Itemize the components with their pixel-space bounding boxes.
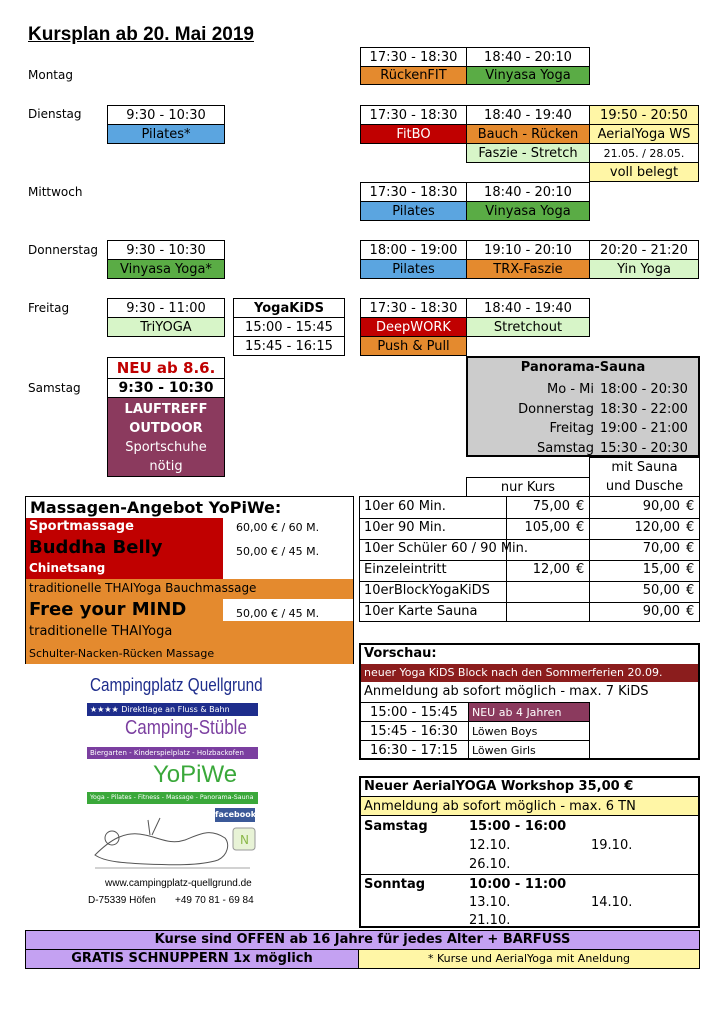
tue2-name: Bauch - Rücken — [466, 124, 590, 144]
price-kurs: 12,00 — [532, 562, 570, 577]
price-row — [360, 518, 699, 540]
price-label: 10erBlockYogaKiDS — [364, 583, 490, 598]
thu1-name: Pilates — [360, 259, 467, 279]
fri1-name2: Push & Pull — [360, 336, 467, 356]
mon2-name: Vinyasa Yoga — [466, 66, 590, 85]
aerial-sat-time: 15:00 - 16:00 — [469, 819, 567, 834]
vorschau-line2: Anmeldung ab sofort möglich - max. 7 KiDS — [364, 684, 649, 699]
mon1-time: 17:30 - 18:30 — [360, 47, 467, 67]
price-currency: € — [576, 520, 585, 535]
sauna-times — [600, 380, 688, 458]
aerial-sun-time: 10:00 - 11:00 — [469, 877, 567, 892]
price-currency: € — [686, 604, 695, 619]
wed1-name: Pilates — [360, 201, 467, 221]
sauna-time: 15:30 - 20:30 — [600, 440, 688, 456]
sauna-time: 18:30 - 22:00 — [600, 401, 688, 417]
tue2-time: 18:40 - 19:40 — [466, 105, 590, 125]
facebook-icon[interactable]: facebook — [215, 808, 255, 822]
fri-kids-title: YogaKiDS — [233, 298, 345, 318]
thu2-time: 19:10 - 20:10 — [466, 240, 590, 260]
price-label: Einzeleintritt — [364, 562, 447, 577]
fri0-name: TriYOGA — [107, 317, 225, 337]
vorschau-r3-name: Löwen Girls — [468, 740, 590, 760]
price-kurs: 75,00 — [532, 499, 570, 514]
price-head-kurs: nur Kurs — [466, 477, 590, 497]
footer-note: * Kurse und AerialYoga mit Aneldung — [358, 949, 700, 969]
thu3-name: Yin Yoga — [589, 259, 699, 279]
logo-addr: D-75339 Höfen — [88, 895, 156, 906]
aerial-sat-d3: 26.10. — [469, 857, 511, 872]
page-title: Kursplan ab 20. Mai 2019 — [28, 24, 254, 45]
thu0-name: Vinyasa Yoga* — [107, 259, 225, 279]
price-head-sauna2: und Dusche — [605, 479, 684, 494]
aerial-sun-d1: 13.10. — [469, 895, 511, 910]
vorschau-r1-time: 15:00 - 15:45 — [359, 702, 469, 722]
logo-stueble-sub: Biergarten - Kinderspielplatz - Holzbackofen — [87, 747, 258, 759]
massage-title: Massagen-Angebot YoPiWe: — [30, 498, 282, 517]
massage-thai: traditionelle THAIYoga — [29, 624, 173, 639]
svg-text:N: N — [240, 833, 249, 847]
thu0-time: 9:30 - 10:30 — [107, 240, 225, 260]
sauna-days — [504, 380, 594, 458]
wed2-time: 18:40 - 20:10 — [466, 182, 590, 202]
aerial-sun: Sonntag — [364, 877, 426, 892]
tue3-full: voll belegt — [589, 162, 699, 182]
price-sauna: 90,00 — [642, 604, 680, 619]
fri2-time: 18:40 - 19:40 — [466, 298, 590, 318]
footer-gratis: GRATIS SCHNUPPERN 1x möglich — [25, 949, 359, 969]
sauna-day: Mo - Mi — [547, 382, 594, 397]
price-label: 10er 60 Min. — [364, 499, 446, 514]
vorschau-r1-name: NEU ab 4 Jahren — [468, 702, 590, 722]
sat-line4: nötig — [149, 459, 183, 474]
aerial-sat-d2: 19.10. — [591, 838, 633, 853]
logo-block — [85, 675, 265, 915]
price-label: 10er 90 Min. — [364, 520, 446, 535]
logo-camping-bar — [87, 703, 258, 716]
wed2-name: Vinyasa Yoga — [466, 201, 590, 221]
price-head-sauna — [589, 457, 700, 497]
price-sauna: 90,00 — [642, 499, 680, 514]
wed1-time: 17:30 - 18:30 — [360, 182, 467, 202]
vorschau-line1: neuer Yoga KiDS Block nach den Sommerferien 20.09. — [361, 664, 698, 682]
sauna-title: Panorama-Sauna — [520, 360, 646, 375]
massage-buddha-price: 50,00 € / 45 M. — [236, 545, 320, 558]
aerial-title: Neuer AerialYOGA Workshop 35,00 € — [364, 779, 634, 794]
tue0-time: 9:30 - 10:30 — [107, 105, 225, 125]
price-row — [360, 539, 699, 561]
price-row — [360, 581, 699, 603]
price-currency: € — [686, 541, 695, 556]
massage-sport-price: 60,00 € / 60 M. — [236, 521, 320, 534]
aerial-box — [359, 776, 700, 928]
tue1-name: FitBO — [360, 124, 467, 144]
price-row — [360, 497, 699, 519]
fri0-time: 9:30 - 11:00 — [107, 298, 225, 318]
price-table — [359, 496, 700, 622]
tue2-name2: Faszie - Stretch — [466, 143, 590, 163]
price-currency: € — [686, 499, 695, 514]
vorschau-box — [359, 643, 700, 760]
tue1-time: 17:30 - 18:30 — [360, 105, 467, 125]
aerial-anm: Anmeldung ab sofort möglich - max. 6 TN — [361, 796, 698, 816]
thu2-name: TRX-Faszie — [466, 259, 590, 279]
logo-stueble: Camping-Stüble — [125, 717, 247, 739]
day-thursday: Donnerstag — [28, 243, 99, 257]
vorschau-r2-time: 15:45 - 16:30 — [359, 721, 469, 741]
massage-box — [25, 496, 354, 664]
star-icon: ★★★★ — [90, 705, 119, 714]
sat-new: NEU ab 8.6. — [107, 357, 225, 379]
price-sauna: 50,00 — [642, 583, 680, 598]
thu3-time: 20:20 - 21:20 — [589, 240, 699, 260]
price-label: 10er Karte Sauna — [364, 604, 478, 619]
tue3-time: 19:50 - 20:50 — [589, 105, 699, 125]
price-currency: € — [576, 499, 585, 514]
price-row — [360, 602, 699, 622]
day-tuesday: Dienstag — [28, 107, 82, 121]
price-sauna: 15,00 — [642, 562, 680, 577]
sauna-time: 19:00 - 21:00 — [600, 421, 688, 436]
sauna-day: Samstag — [537, 440, 594, 456]
massage-free: Free your MIND — [29, 599, 187, 620]
day-monday: Montag — [28, 68, 73, 82]
sauna-day: Freitag — [549, 421, 594, 436]
sauna-box — [466, 356, 700, 457]
massage-buddha: Buddha Belly — [29, 537, 163, 558]
logo-phone: +49 70 81 - 69 84 — [175, 895, 254, 906]
tue0-name: Pilates* — [107, 124, 225, 144]
price-currency: € — [686, 583, 695, 598]
massage-chinetsang: Chinetsang — [29, 561, 106, 575]
day-wednesday: Mittwoch — [28, 185, 83, 199]
price-row — [360, 560, 699, 582]
fri-kids-time2: 15:45 - 16:15 — [233, 336, 345, 356]
fri2-name: Stretchout — [466, 317, 590, 337]
logo-camping-sub: Direktlage an Fluss & Bahn — [121, 705, 230, 714]
sat-time: 9:30 - 10:30 — [107, 378, 225, 398]
sat-lauftreff — [107, 397, 225, 477]
massage-sport: Sportmassage — [26, 518, 223, 537]
mon2-time: 18:40 - 20:10 — [466, 47, 590, 67]
sauna-time: 18:00 - 20:30 — [600, 382, 688, 397]
day-saturday: Samstag — [28, 381, 81, 395]
price-label: 10er Schüler 60 / 90 Min. — [364, 541, 529, 556]
mon1-name: RückenFIT — [360, 66, 467, 85]
sat-line1: LAUFTREFF — [124, 402, 208, 417]
massage-free-price: 50,00 € / 45 M. — [236, 607, 320, 620]
price-sauna: 120,00 — [634, 520, 680, 535]
fri1-name: DeepWORK — [360, 317, 467, 337]
price-head-sauna1: mit Sauna — [611, 460, 678, 475]
price-sauna: 70,00 — [642, 541, 680, 556]
vorschau-r2-name: Löwen Boys — [468, 721, 590, 741]
vorschau-title: Vorschau: — [364, 646, 437, 661]
aerial-sat-d1: 12.10. — [469, 838, 511, 853]
aerial-sat: Samstag — [364, 819, 428, 834]
logo-camping: Campingplatz Quellgrund — [90, 675, 263, 695]
price-kurs: 105,00 — [524, 520, 570, 535]
aerial-sun-d2: 14.10. — [591, 895, 633, 910]
sauna-day: Donnerstag — [518, 401, 594, 417]
fri-kids-time1: 15:00 - 15:45 — [233, 317, 345, 337]
thu1-time: 18:00 - 19:00 — [360, 240, 467, 260]
tue3-name: AerialYoga WS — [589, 124, 699, 144]
sat-line2: OUTDOOR — [129, 421, 203, 436]
massage-thai-bauch: traditionelle THAIYoga Bauchmassage — [26, 579, 353, 599]
price-currency: € — [576, 562, 585, 577]
massage-schulter: Schulter-Nacken-Rücken Massage — [29, 647, 215, 660]
logo-url[interactable]: www.campingplatz-quellgrund.de — [105, 878, 252, 889]
footer-open: Kurse sind OFFEN ab 16 Jahre für jedes Alter + BARFUSS — [25, 930, 700, 950]
price-currency: € — [686, 562, 695, 577]
day-friday: Freitag — [28, 301, 70, 315]
logo-yopiwe: YoPiWe — [153, 761, 238, 788]
fri1-time: 17:30 - 18:30 — [360, 298, 467, 318]
tue3-dates: 21.05. / 28.05. — [589, 143, 699, 163]
logo-yopiwe-sub: Yoga - Pilates - Fitness - Massage - Panorama-Sauna — [87, 792, 258, 804]
sat-line3: Sportschuhe — [125, 440, 207, 455]
yoga-figure-icon — [90, 810, 260, 872]
vorschau-r3-time: 16:30 - 17:15 — [359, 740, 469, 760]
price-currency: € — [686, 520, 695, 535]
aerial-sun-d3: 21.10. — [469, 913, 511, 928]
